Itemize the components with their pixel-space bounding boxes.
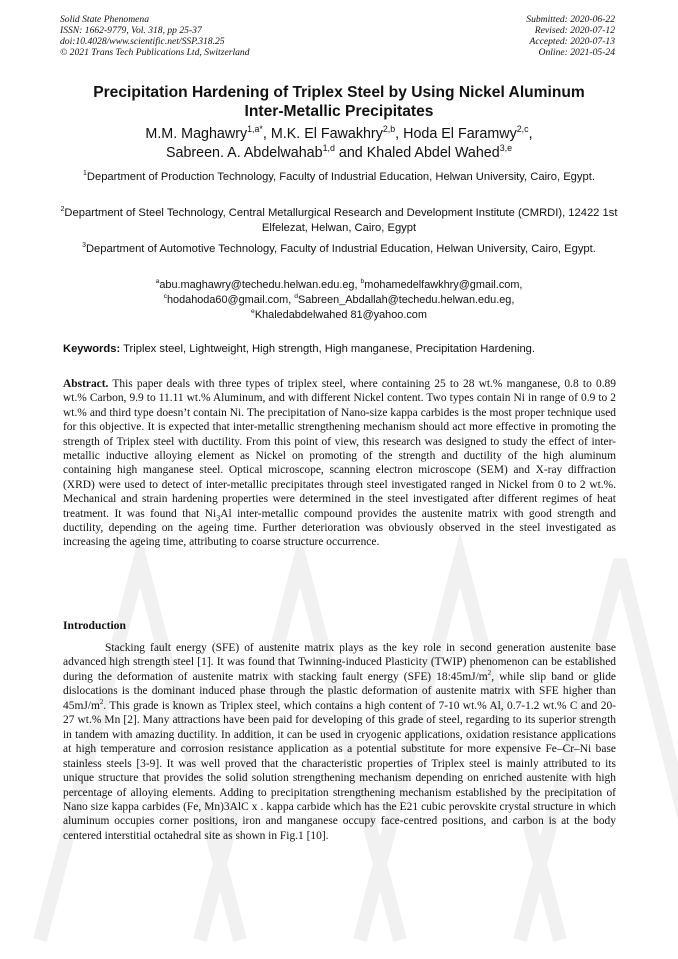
revised-date: Revised: 2020-07-12 (534, 25, 615, 36)
affiliation-2 (60, 206, 618, 236)
author-name: M.K. El Fawakhry (270, 126, 383, 142)
author-affiliation-mark: 1,a* (247, 123, 263, 134)
email-address[interactable]: Khaledabdelwahed 81@yahoo.com (254, 309, 427, 321)
affiliation-text: Department of Automotive Technology, Faculty of Industrial Education, Helwan University, Cairo, Egypt. (85, 243, 596, 255)
affiliation-number: 1 (83, 169, 87, 177)
keywords-label: Keywords: (63, 343, 121, 355)
title-line-1: Precipitation Hardening of Triplex Steel by Using Nickel Aluminum (93, 84, 585, 101)
affiliation-3 (60, 242, 618, 257)
keywords-text: Triplex steel, Lightweight, High strength, High manganese, Precipitation Hardening. (120, 343, 535, 355)
author-name: Sabreen. A. Abdelwahab (165, 145, 323, 161)
author-name: Khaled Abdel Wahed (366, 145, 500, 161)
author-affiliation-mark: 2,b (382, 123, 396, 134)
paper-title (40, 83, 638, 121)
email-mark: c (163, 293, 167, 301)
author-affiliation-mark: 3,e (499, 142, 513, 153)
copyright-notice: © 2021 Trans Tech Publications Ltd, Switzerland (60, 47, 250, 58)
abstract-label: Abstract. (63, 378, 109, 390)
article-doi: doi:10.4028/www.scientific.net/SSP.318.25 (60, 36, 225, 47)
author-affiliation-mark: 2,c (516, 123, 529, 134)
journal-name: Solid State Phenomena (60, 14, 149, 25)
email-mark: a (155, 278, 160, 286)
submitted-date: Submitted: 2020-06-22 (526, 14, 615, 25)
author-affiliation-mark: 1,d (322, 142, 335, 153)
introduction-paragraph (63, 641, 616, 843)
abstract-text: Al inter-metallic compound provides the austenite matrix with good strength and ductility, depending on the ageing time. Further deterioration was obviously observed in the steel investigated as increasing the ageing time, attributing to coarse structure occurrence. (63, 507, 616, 549)
affiliation-text: Department of Production Technology, Faculty of Industrial Education, Helwan University, Cairo, Egypt. (86, 171, 595, 183)
introduction-heading: Introduction (63, 619, 126, 632)
journal-issn: ISSN: 1662-9779, Vol. 318, pp 25-37 (60, 25, 202, 36)
email-mark: b (360, 278, 365, 286)
accepted-date: Accepted: 2020-07-13 (529, 36, 615, 47)
superscript: 2 (99, 697, 104, 706)
online-date: Online: 2021-05-24 (538, 47, 615, 58)
email-address[interactable]: abu.maghawry@techedu.helwan.edu.eg, (159, 279, 361, 291)
affiliation-1 (60, 170, 618, 185)
affiliation-number: 2 (60, 205, 65, 213)
affiliation-text: Department of Steel Technology, Central Metallurgical Research and Development Institute (CMRDI), 12422 1st Elfelezat, Helwan, Cairo, Egypt (64, 207, 618, 234)
superscript: 2 (487, 668, 492, 677)
email-address[interactable]: hodahoda60@gmail.com, (166, 294, 295, 306)
author-list: M.M. Maghawry$^{1,a*}$, M.K. El Fawakhry$^{2,b}$, Hoda El Faramwy$^{2,c}$, Sabreen. A. Abdelwahab$^{1,d}$ and Khaled Abdel Wahed$^{3,e}$ (145, 123, 533, 161)
abstract-text: This paper deals with three types of triplex steel, where containing 25 to 28 wt.% manganese, 0.8 to 0.89 wt.% Carbon, 9.9 to 11.11 wt.% Aluminum, and with different Nickel content. Two types contain Ni in range of 0.9 to 2 wt.% and third type doesn’t contain Ni. The precipitation of Nano-size kappa carbides is the most proper technique used for this objective. It is expected that inter-metallic strengthening mechanism should act more effective in promoting the strength of Triplex steel with ductility. From this point of view, this research was designed to study the effect of inter-metallic inductive alloying element as Nickel on promoting of the strength and ductility of the high aluminum containing high manganese steel. Optical microscope, scanning electron microscope (SEM) and X-ray diffraction (XRD) were used to detect of inter-metallic precipitates through steel investigated ranged in Nickel from 0 to 2 wt.%. Mechanical and strain hardening properties were determined in the steel investigated after different regimes of heat treatment. It was found that Ni (63, 378, 616, 520)
paragraph-text: . This grade is known as Triplex steel, which contains a high content of 7-10 wt.% Al, 0.7-1.2 wt.% C and 20-27 wt.% Mn [2]. Many attractions have been paid for developing of this grade of steel, regarding to its superior strength in tandem with amazing ductility. In addition, it can be used in cryogenic applications, oxidation resistance applications at high temperature and corrosion resistance application as a potential substitute for more expensive Fe–Cr–Ni base stainless steels [3-9]. It was well proved that the characteristic properties of Triplex steel is mainly attributed to its unique structure that provides the solid solution strengthening mechanism depending on enriched austenite with high percentage of alloying elements. Adding to precipitation strengthening mechanism established by the precipitation of Nano size kappa carbides (Fe, Mn)3AlC x . kappa carbide which has the E21 cubic perovskite crystal structure in which aluminum occupies corner positions, iron and manganese occupy face-centred positions, and carbon is at the body centered interstitial octahedral site as shown in Fig.1 [10]. (63, 699, 616, 842)
email-mark: d (294, 293, 299, 301)
subscript: 3 (216, 512, 221, 522)
author-name: Hoda El Faramwy (403, 126, 517, 142)
email-address[interactable]: Sabreen_Abdallah@techedu.helwan.edu.eg, (298, 294, 515, 306)
paragraph-text: , while slip band or glide dislocations is the dominant induced phase through the plastic deformation of austenite matrix with SFE higher than 45mJ/m (63, 670, 616, 712)
title-line-2: Inter-Metallic Precipitates (244, 103, 434, 120)
author-name: M.M. Maghawry (145, 126, 248, 142)
email-mark: e (251, 308, 255, 316)
affiliation-number: 3 (82, 241, 86, 249)
abstract-section (63, 377, 616, 550)
paragraph-text: Stacking fault energy (SFE) of austenite matrix plays as the key role in second generation austenite base advanced high strength steel [1]. It was found that Twinning-induced Plasticity (TWIP) phenomenon can be established during the deformation of austenite matrix with stacking fault energy (SFE) 18:45mJ/m (63, 642, 616, 683)
email-address[interactable]: mohamedelfawkhry@gmail.com, (364, 279, 523, 291)
keywords-section (63, 342, 618, 356)
author-emails (60, 278, 618, 323)
